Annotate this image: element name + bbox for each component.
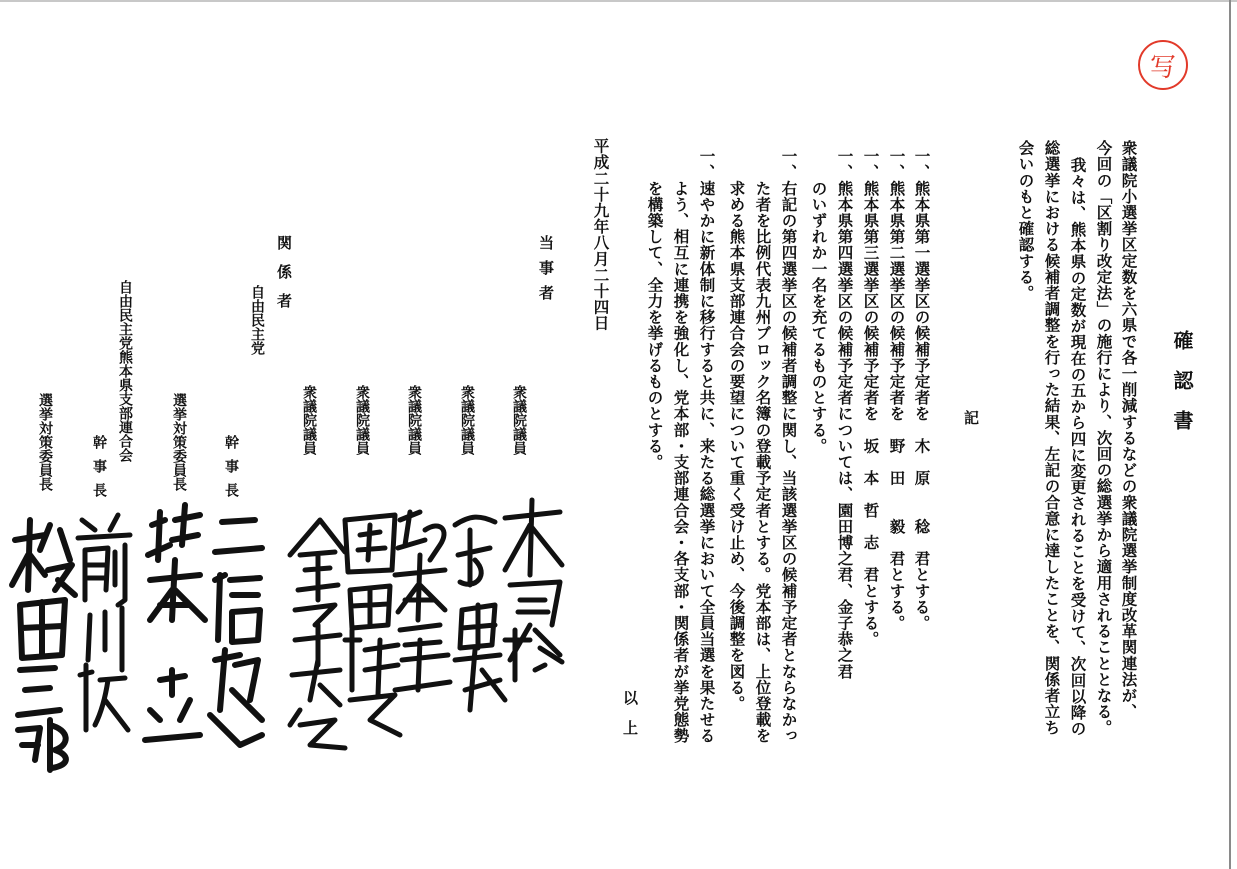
party-title-3: 衆議院議員	[406, 385, 422, 455]
item-3: 一、熊本県第三選挙区の候補予定者を 坂 本 哲 志 君とする。	[861, 148, 880, 648]
item-6: 一、速やかに新体制に移行すると共に、来たる総選挙において全員当選を果たせる	[697, 148, 716, 744]
item-5-cont-2: 求める熊本県支部連合会の要望について重く受け止め、今後調整を図る。	[727, 148, 746, 712]
item-6-cont-2: を構築して、全力を挙げるものとする。	[645, 148, 664, 470]
intro-line-5: 会いのもと確認する。	[1016, 140, 1035, 301]
party-title-1: 衆議院議員	[511, 385, 527, 455]
signature-nikai	[210, 520, 262, 745]
item-4: 一、熊本県第四選挙区の候補予定者については、園田博之君、金子恭之君	[835, 148, 854, 680]
item-5: 一、右記の第四選挙区の候補者調整に関し、当該選挙区の候補予定者とならなかっ	[779, 148, 798, 744]
related-title-kumamoto-election-chair: 選挙対策委員長	[37, 393, 53, 491]
parties-label: 当事者	[537, 235, 555, 310]
item-5-cont-1: た者を比例代表九州ブロック名簿の登載予定者とする。党本部は、上位登載を	[753, 148, 772, 744]
intro-line-1: 衆議院小選挙区定数を六県で各一削減するなどの衆議院選挙制度改革関連法が、	[1119, 140, 1138, 720]
party-title-5: 衆議院議員	[301, 385, 317, 455]
signature-matsuda	[12, 520, 75, 770]
intro-line-2: 今回の「区割り改定法」の施行により、次回の総選挙から適用されることとなる。	[1094, 140, 1113, 736]
signature-kihara	[505, 500, 562, 680]
item-6-cont-1: よう、相互に連携を強化し、党本部・支部連合会・各支部・関係者が挙党態勢	[671, 148, 690, 744]
party-title-4: 衆議院議員	[354, 385, 370, 455]
ki-heading: 記	[962, 410, 980, 425]
signature-noda	[455, 517, 505, 710]
intro-line-3: 我々は、熊本県の定数が現在の五から四に変更されることを受けて、次回以降の	[1068, 157, 1087, 737]
signature-maekawa	[78, 515, 130, 730]
related-title-secretary-general: 幹事長	[223, 435, 239, 507]
party-title-2: 衆議院議員	[459, 385, 475, 455]
document-title: 確認書	[1170, 330, 1194, 450]
signature-kaneko	[290, 520, 345, 748]
signature-sakamoto	[395, 512, 450, 690]
item-4-cont: のいずれか一名を充てるものとする。	[809, 148, 828, 454]
item-2: 一、熊本県第二選挙区の候補予定者を 野 田 毅 君とする。	[887, 148, 906, 631]
document-date: 平成二十九年八月二十四日	[591, 138, 610, 332]
ijo-closing: 以 上	[621, 690, 639, 735]
related-label: 関係者	[275, 235, 293, 322]
intro-line-4: 総選挙における候補者調整を行った結果、左記の合意に達したことを、関係者立ち	[1042, 140, 1061, 736]
related-title-election-chair: 選挙対策委員長	[171, 393, 187, 491]
related-org-ldp: 自由民主党	[249, 285, 265, 355]
signature-shionoya	[145, 505, 205, 740]
copy-stamp: 写	[1138, 40, 1188, 90]
item-1: 一、熊本県第一選挙区の候補予定者を 木 原 稔 君とする。	[912, 148, 931, 631]
signature-sonoda	[345, 515, 400, 735]
related-title-kumamoto-secretary: 幹事長	[91, 435, 107, 507]
related-org-kumamoto: 自由民主党熊本県支部連合会	[117, 280, 133, 462]
